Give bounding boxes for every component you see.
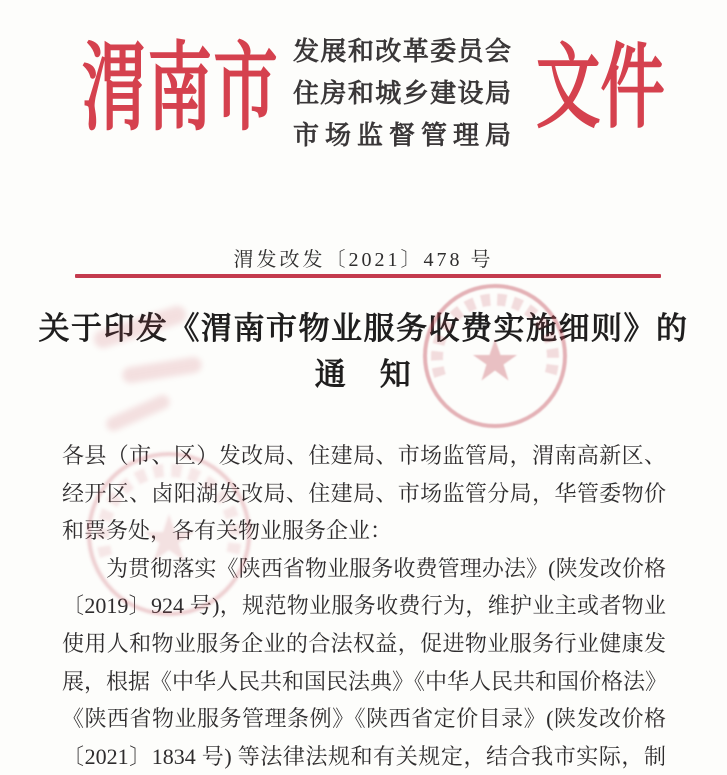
doc-type-label: 文件 [536,37,665,139]
body-line: 展，根据《中华人民共和国民法典》《中华人民共和国价格法》 [62,668,668,694]
body-line: 〔2021〕1834 号) 等法律法规和有关规定，结合我市实际，制 [62,743,666,769]
body-line: 使用人和物业服务企业的合法权益，促进物业服务行业健康发 [62,630,666,656]
issuer-agencies [293,30,511,156]
agency-line-2: 住房和城乡建设局 [293,78,511,108]
title-line-1: 关于印发《渭南市物业服务收费实施细则》的 [38,311,689,346]
document-body [62,437,666,775]
body-line: 和票务处，各有关物业服务企业： [62,518,393,544]
body-line: 〔2019〕924 号)，规范物业服务收费行为，维护业主或者物业 [62,593,666,619]
seal-smudge [104,393,172,433]
body-line: 为贯彻落实《陕西省物业服务收费管理办法》(陕发改价格 [106,555,666,581]
red-divider-line [75,274,661,278]
agency-line-1: 发展和改革委员会 [293,36,511,66]
document-number: 渭发改发〔2021〕478 号 [233,249,494,271]
agency-line-3: 市场监督管理局 [293,120,511,150]
document-title [0,306,727,398]
body-line: 《陕西省物业服务管理条例》《陕西省定价目录》(陕发改价格 [62,706,666,732]
body-line: 经开区、卤阳湖发改局、住建局、市场监管分局，华管委物价 [62,480,666,506]
issuer-city-name: 渭南市 [82,35,279,142]
body-line: 各县（市、区）发改局、住建局、市场监管局，渭南高新区、 [62,443,666,468]
title-line-2: 通 知 [314,357,413,392]
